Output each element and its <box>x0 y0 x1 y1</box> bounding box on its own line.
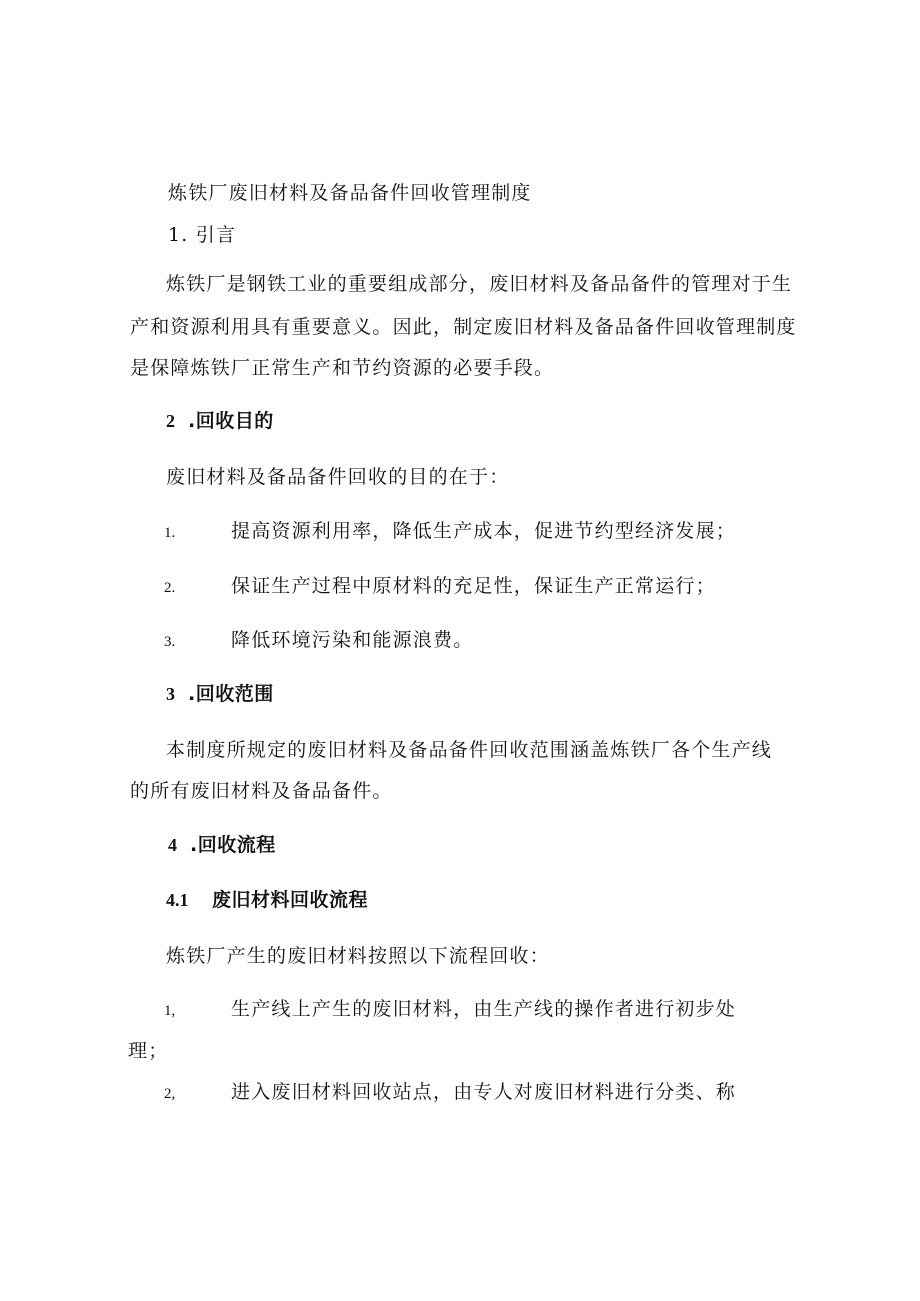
list-item-text: 降低环境污染和能源浪费。 <box>231 629 474 651</box>
list-item-text: 生产线上产生的废旧材料，由生产线的操作者进行初步处 <box>231 998 737 1020</box>
list-item-number: 2, <box>164 1086 176 1102</box>
section-1-paragraph-line: 炼铁厂是钢铁工业的重要组成部分，废旧材料及备品备件的管理对于生 <box>166 273 793 295</box>
section-1-heading: 1. 引言 <box>168 224 237 246</box>
list-item-number: 3. <box>164 634 176 650</box>
list-item-text: 保证生产过程中原材料的充足性，保证生产正常运行； <box>231 575 716 597</box>
list-item-text: 提高资源利用率，降低生产成本，促进节约型经济发展； <box>231 520 737 542</box>
section-3-heading: .回收范围 <box>188 683 274 705</box>
list-item-number: 1. <box>164 525 176 541</box>
section-2-heading: .回收目的 <box>188 410 274 432</box>
document-title: 炼铁厂废旧材料及备品备件回收管理制度 <box>168 182 532 204</box>
section-3-paragraph-line: 本制度所规定的废旧材料及备品备件回收范围涵盖炼铁厂各个生产线 <box>166 739 773 761</box>
section-4-number: 4 <box>168 835 177 855</box>
subsection-4-1-number: 4.1 <box>166 890 189 910</box>
subsection-4-1-heading: 废旧材料回收流程 <box>212 889 369 911</box>
section-1-paragraph-line: 是保障炼铁厂正常生产和节约资源的必要手段。 <box>130 357 555 379</box>
section-3-paragraph-line: 的所有废旧材料及备品备件。 <box>130 780 393 802</box>
list-item-text-continued: 理； <box>128 1040 169 1062</box>
list-item-text: 进入废旧材料回收站点，由专人对废旧材料进行分类、称 <box>231 1081 737 1103</box>
section-2-intro: 废旧材料及备品备件回收的目的在于： <box>166 466 510 488</box>
section-3-number: 3 <box>166 684 175 704</box>
list-item-number: 1, <box>164 1003 176 1019</box>
section-4-heading: .回收流程 <box>190 834 276 856</box>
subsection-4-1-intro: 炼铁厂产生的废旧材料按照以下流程回收： <box>166 945 550 967</box>
section-2-number: 2 <box>166 411 175 431</box>
section-1-paragraph-line: 产和资源利用具有重要意义。因此，制定废旧材料及备品备件回收管理制度 <box>130 316 797 338</box>
list-item-number: 2. <box>164 580 176 596</box>
